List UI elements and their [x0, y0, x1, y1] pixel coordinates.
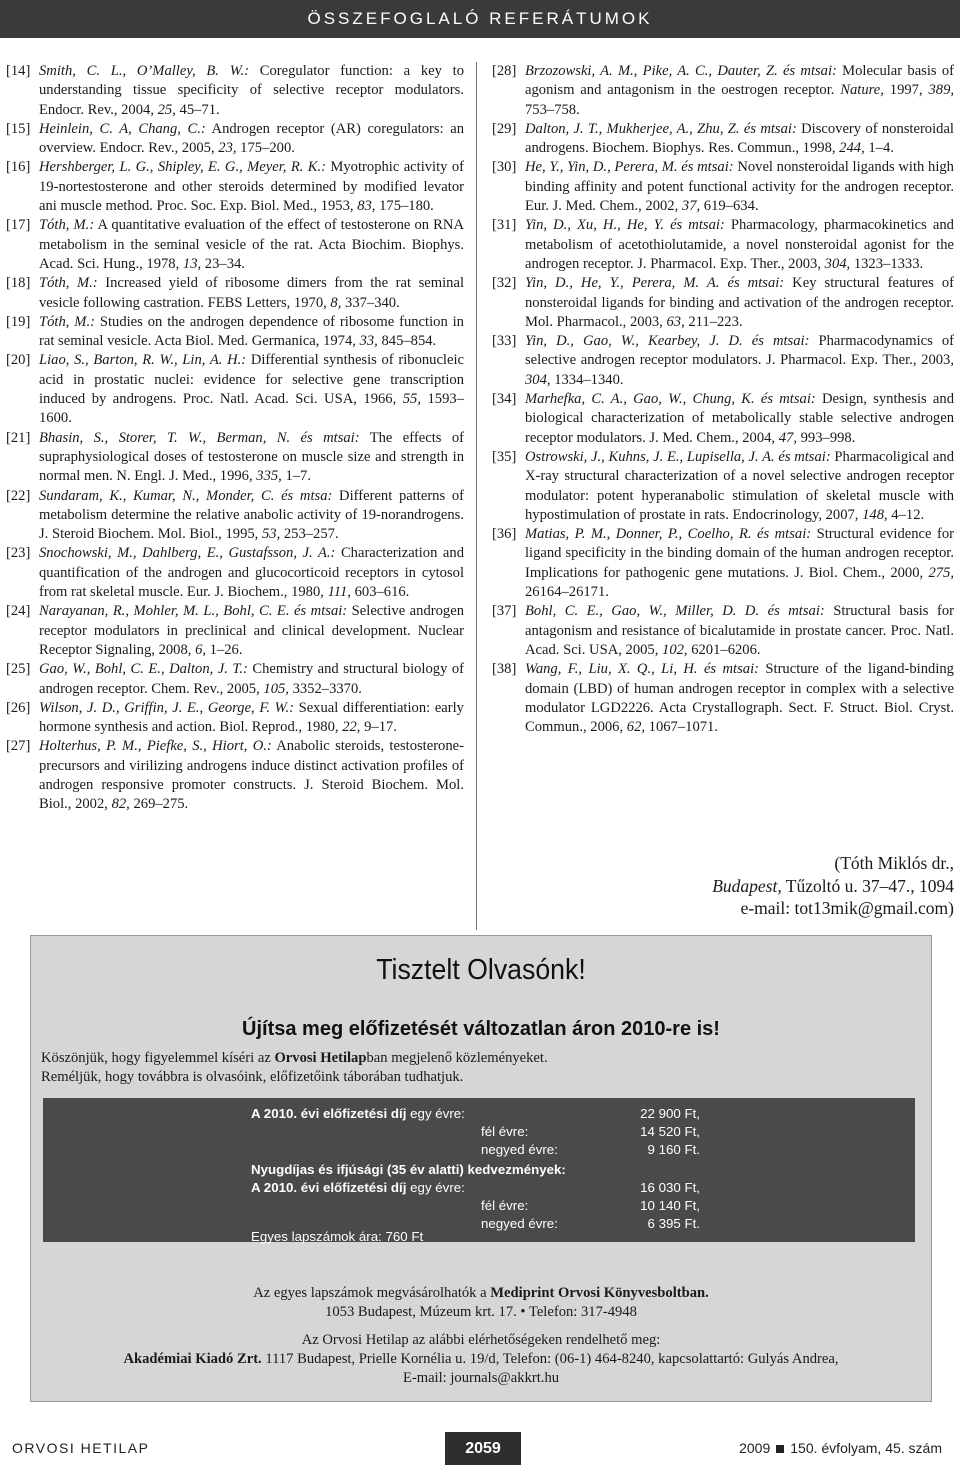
intro-line-2: Reméljük, hogy továbbra is olvasóink, előfizetőink táborában tudhatjuk. [41, 1069, 464, 1085]
reference-number: [28] [492, 63, 517, 79]
reference-authors: Holterhus, P. M., Piefke, S., Hiort, O.: [39, 738, 272, 755]
reference-item: [17] Tóth, M.: A quantitative evaluation of the effect of testosterone on RNA metabolism in the seminal vesicle of the rat. Acta Biochim. Biophys. Acad. Sci. Hung., 1978, 13, 23–34. [6, 217, 464, 272]
publisher-address: 1117 Budapest, Prielle Kornélia u. 19/d, Telefon: (06-1) 464-8240, kapcsolattartó: Gulyás Andrea, [261, 1350, 839, 1367]
price-row-4-label: A 2010. évi előfizetési díj egy évre: [251, 1180, 465, 1195]
reference-authors: Narayanan, R., Mohler, M. L., Bohl, C. E. és mtsai: [39, 603, 348, 620]
reference-item: [29] Dalton, J. T., Mukherjee, A., Zhu, Z. és mtsai: Discovery of nonsteroidal androgens. Biochem. Biophys. Res. Commun., 1998, 244, 1–4. [492, 120, 954, 157]
reference-authors: Marhefka, C. A., Gao, W., Chung, K. és mtsai: [525, 391, 816, 408]
column-divider [476, 62, 477, 930]
author-name: (Tóth Miklós dr., [834, 853, 954, 873]
reference-authors: Tóth, M.: [39, 275, 98, 292]
notice-intro [41, 1049, 921, 1087]
reference-authors: Snochowski, M., Dahlberg, E., Gustafsson, J. A.: [39, 545, 336, 562]
price-row-2-label: fél évre: [481, 1124, 529, 1139]
reference-number: [26] [6, 699, 31, 716]
reference-authors: Wilson, J. D., Griffin, J. E., George, F. W.: [39, 699, 294, 716]
reference-volume: 62, [626, 719, 646, 736]
author-address-line [712, 875, 954, 898]
reference-item: [28] Brzozowski, A. M., Pike, A. C., Dauter, Z. és mtsai: Molecular basis of agonism and antagonism in the oestrogen receptor. Nature, 1997, 389, 753–758. [492, 63, 955, 118]
reference-item: [23] Snochowski, M., Dahlberg, E., Gustafsson, J. A.: Characterization and quantification of the androgen and glucocorticoid receptors in cytosol from rat skeletal muscle. Eur. J. Biochem., 1980, 111, 603–616. [6, 545, 464, 601]
reference-number: [35] [492, 448, 517, 465]
reference-volume: 111, [327, 584, 351, 601]
intro-brand: Orvosi Hetilap [274, 1050, 367, 1066]
reference-number: [24] [6, 603, 31, 620]
reference-volume: 25, [157, 101, 176, 118]
reference-number: [21] [6, 429, 31, 446]
reference-authors: Ostrowski, J., Kuhns, J. E., Lupisella, J. A. és mtsai: [525, 448, 831, 465]
reference-number: [32] [492, 275, 517, 292]
reference-number: [23] [6, 545, 31, 562]
reference-item: [35] Ostrowski, J., Kuhns, J. E., Lupisella, J. A. és mtsai: Pharmacoligical and X-ray structural characterization of a novel selective androgen receptor modulator: potent hyperanabolic stimulation of skeletal muscle with hypostimulation of prostate in rats. Endocrinology, 2007, 148, 4–12. [492, 448, 954, 523]
price-row-6-label: negyed évre: [481, 1216, 558, 1231]
publisher-email[interactable]: E-mail: journals@akkrt.hu [402, 1370, 560, 1387]
reference-item: [33] Yin, D., Gao, W., Kearbey, J. D. és mtsai: Pharmacodynamics of selective androgen receptor modulators. J. Pharmacol. Exp. Ther., 2003, 304, 1334–1340. [492, 333, 954, 388]
page-number: 2059 [445, 1432, 521, 1465]
intro-text-2: ban megjelenő közleményeket. [366, 1050, 548, 1066]
reference-volume: 37, [681, 198, 701, 215]
reference-authors: Yin, D., He, Y., Perera, M. A. és mtsai: [525, 275, 785, 292]
reference-item: [38] Wang, F., Liu, X. Q., Li, H. és mtsai: Structure of the ligand-binding domain (LBD) of human androgen receptor in complex with a selective modulator LGD2226. Acta Crystallograph. Sect. F. Struct. Biol. Cryst. Commun., 2006, 62, 1067–1071. [492, 661, 954, 736]
reference-volume: 55, [402, 391, 421, 408]
reference-item: [27] Holterhus, P. M., Piefke, S., Hiort, O.: Anabolic steroids, testosterone-precursors and virilizing androgens induce distinct activation profiles of androgen responsive promoter constructs. J. Steroid Biochem. Mol. Biol., 2002, 82, 269–275. [6, 738, 464, 813]
reference-number: [19] [6, 313, 31, 330]
reference-number: [25] [6, 661, 31, 678]
bookshop-address: 1053 Budapest, Múzeum krt. 17. • Telefon: 317-4948 [325, 1304, 637, 1321]
reference-item: [26] Wilson, J. D., Griffin, J. E., George, F. W.: Sexual differentiation: early hormone synthesis and action. Biol. Reprod., 1980, 22, 9–17. [6, 699, 464, 736]
reference-number: [17] [6, 217, 31, 234]
reference-item: [15] Heinlein, C. A, Chang, C.: Androgen receptor (AR) coregulators: an overview. Endocr. Rev., 2005, 23, 175–200. [6, 120, 464, 157]
reference-authors: Matias, P. M., Donner, P., Coelho, R. és mtsai: [525, 526, 812, 543]
references-right-column [492, 62, 954, 737]
reference-item: [36] Matias, P. M., Donner, P., Coelho, R. és mtsai: Structural evidence for ligand specificity in the binding domain of the human androgen receptor. Implications for pathogenic gene mutations. J. Biol. Chem., 2000, 275, 26164–26171. [492, 526, 954, 601]
reference-volume: 148, [862, 506, 888, 523]
reference-authors: Gao, W., Bohl, C. E., Dalton, J. T.: [39, 661, 248, 678]
price-row-2-value: 14 520 Ft, [640, 1124, 700, 1139]
reference-volume: 6, [195, 641, 207, 658]
order-info: Az Orvosi Hetilap az alábbi elérhetőségeken rendelhető meg: [301, 1331, 661, 1348]
reference-volume: 304, [525, 371, 551, 388]
reference-volume: 244, [839, 140, 865, 157]
reference-item: [32] Yin, D., He, Y., Perera, M. A. és mtsai: Key structural features of nonsteroidal ligands for binding and activation of the androgen receptor. Mol. Pharmacol., 2003, 63, 211–223. [492, 275, 955, 330]
section-title: ÖSSZEFOGLALÓ REFERÁTUMOK [307, 9, 653, 28]
reference-authors: Sundaram, K., Kumar, N., Monder, C. és mtsa: [39, 487, 333, 504]
price-row-1-label: A 2010. évi előfizetési díj egy évre: [251, 1106, 465, 1121]
reference-number: [31] [492, 217, 517, 234]
price-row-4-value: 16 030 Ft, [640, 1180, 700, 1195]
reference-authors: Brzozowski, A. M., Pike, A. C., Dauter, Z. és mtsai: [525, 63, 837, 79]
reference-volume: 22, [342, 719, 361, 736]
reference-volume: 47, [778, 429, 797, 446]
reference-item: [20] Liao, S., Barton, R. W., Lin, A. H.: Differential synthesis of ribonucleic acid in prostatic nuclei: evidence for selective gene transcription induced by androgens. Proc. Natl. Acad. Sci. USA, 1966, 55, 1593–1600. [6, 352, 464, 427]
reference-volume: 82, [111, 796, 130, 813]
price-row-6-value: 6 395 Ft. [647, 1216, 700, 1231]
square-bullet-icon [776, 1445, 784, 1453]
reference-authors: Wang, F., Liu, X. Q., Li, H. és mtsai: [525, 661, 759, 678]
discount-heading: Nyugdíjas és ifjúsági (35 év alatti) kedvezmények: [251, 1162, 566, 1177]
reference-item: [14] Smith, C. L., O’Malley, B. W.: Coregulator function: a key to understanding tissue specificity of selective receptor modulators. Endocr. Rev., 2004, 25, 45–71. [6, 63, 464, 118]
bookshop-name: Mediprint Orvosi Könyvesboltban. [490, 1285, 709, 1301]
reference-authors: Bhasin, S., Storer, T. W., Berman, N. és mtsai: [39, 429, 360, 446]
reference-volume: 63, [666, 313, 685, 330]
price-row-3-label: negyed évre: [481, 1142, 558, 1157]
reference-authors: Yin, D., Gao, W., Kearbey, J. D. és mtsai: [525, 333, 810, 350]
reference-item: [21] Bhasin, S., Storer, T. W., Berman, N. és mtsai: The effects of supraphysiological doses of testosterone on muscle size and strength in normal men. N. Engl. J. Med., 1996, 335, 1–7. [6, 429, 464, 485]
reference-number: [36] [492, 526, 517, 543]
references-left-column [6, 62, 464, 815]
reference-number: [37] [492, 603, 517, 620]
reference-item: [37] Bohl, C. E., Gao, W., Miller, D. D. és mtsai: Structural basis for antagonism and resistance of bicalutamide in prostate cancer. Proc. Natl. Acad. Sci. USA, 2005, 102, 6201–6206. [492, 603, 955, 658]
author-street: Tűzoltó u. 37–47., 1094 [781, 875, 954, 896]
page-footer [0, 1432, 960, 1465]
reference-number: [38] [492, 661, 517, 678]
reference-authors: Yin, D., Xu, H., He, Y. és mtsai: [525, 217, 725, 234]
reference-item: [34] Marhefka, C. A., Gao, W., Chung, K. és mtsai: Design, synthesis and biological characterization of metabolically stable selective androgen receptor modulators. J. Med. Chem., 2004, 47, 993–998. [492, 391, 954, 446]
notice-subtitle: Újítsa meg előfizetését változatlan áron 2010-re is! [242, 1018, 720, 1040]
reference-authors: He, Y., Yin, D., Perera, M. és mtsai: [525, 159, 734, 176]
reference-authors: Tóth, M.: [39, 217, 95, 234]
publisher-name: Akadémiai Kiadó Zrt. [123, 1350, 262, 1367]
reference-number: [16] [6, 159, 31, 176]
reference-number: [14] [6, 63, 31, 79]
reference-number: [33] [492, 333, 517, 350]
reference-volume: 13, [182, 255, 202, 272]
reference-authors: Heinlein, C. A, Chang, C.: [39, 120, 206, 137]
reference-number: [29] [492, 120, 517, 137]
author-city: Budapest, [712, 875, 782, 896]
reference-item: [25] Gao, W., Bohl, C. E., Dalton, J. T.: Chemistry and structural biology of androgen receptor. Chem. Rev., 2005, 105, 3352–3370. [6, 661, 465, 697]
reference-authors: Smith, C. L., O’Malley, B. W.: [39, 63, 250, 79]
notice-footer: Az egyes lapszámok megvásárolhatók a Mediprint Orvosi Könyvesboltban. 1053 Budapest, Múzeum krt. 17. • Telefon: 317-4948 Az Orvosi Hetilap az alábbi elérhetőségeken rendelhető meg: Akadémiai Kiadó Zrt. 1117 Budapest, Prielle Kornélia u. 19/d, Telefon: (06-1) 464-8240, kapcsolattartó: Gulyás Andrea, E-mail: journals@akkrt.hu [31, 1284, 931, 1388]
reference-item: [30] He, Y., Yin, D., Perera, M. és mtsai: Novel nonsteroidal ligands with high binding affinity and potent functional activity for the androgen receptor. Eur. J. Med. Chem., 2002, 37, 619–634. [492, 159, 954, 215]
reference-authors: Bohl, C. E., Gao, W., Miller, D. D. és mtsai: [525, 603, 825, 620]
reference-number: [30] [492, 159, 517, 176]
price-panel [43, 1098, 915, 1242]
subscription-notice-box [30, 935, 932, 1402]
reference-volume: 53, [261, 526, 281, 543]
single-issue-price: Egyes lapszámok ára: 760 Ft [251, 1229, 424, 1244]
reference-number: [34] [492, 391, 517, 408]
reference-volume: 33, [359, 333, 378, 350]
reference-item: [31] Yin, D., Xu, H., He, Y. és mtsai: Pharmacology, pharmacokinetics and metabolism of acetothiolutamide, a novel nonsteroidal agonist for the androgen receptor. J. Pharmacol. Exp. Ther., 2003, 304, 1323–1333. [492, 217, 954, 272]
reference-volume: 389, [928, 82, 955, 99]
reference-item: [22] Sundaram, K., Kumar, N., Monder, C. és mtsa: Different patterns of metabolism determine the relative anabolic activity of 19-norandrogens. J. Steroid Biochem. Mol. Biol., 1995, 53, 253–257. [6, 487, 465, 543]
intro-text-1: Köszönjük, hogy figyelemmel kíséri az [41, 1050, 275, 1066]
section-header-bar [0, 0, 960, 38]
reference-volume: 102, [662, 641, 688, 658]
reference-number: [22] [6, 487, 31, 504]
price-row-3-value: 9 160 Ft. [647, 1142, 700, 1157]
reference-item: [18] Tóth, M.: Increased yield of ribosome dimers from the rat seminal vesicle following castration. FEBS Letters, 1970, 8, 337–340. [6, 275, 464, 311]
reference-authors: Tóth, M.: [39, 313, 95, 330]
reference-authors: Hershberger, L. G., Shipley, E. G., Meyer, R. K.: [39, 159, 327, 176]
price-row-5-value: 10 140 Ft, [640, 1198, 700, 1213]
reference-volume: 83, [357, 198, 376, 215]
reference-authors: Liao, S., Barton, R. W., Lin, A. H.: [39, 352, 247, 369]
reference-item: [24] Narayanan, R., Mohler, M. L., Bohl, C. E. és mtsai: Selective androgen receptor modulators in preclinical and clinical development. Nuclear Receptor Signaling, 2008, 6, 1–26. [6, 603, 464, 658]
reference-number: [20] [6, 352, 31, 369]
reference-item: [16] Hershberger, L. G., Shipley, E. G., Meyer, R. K.: Myotrophic activity of 19-nortestosterone and other steroids determined by modified levator ani muscle method. Proc. Soc. Exp. Biol. Med., 1953, 83, 175–180. [6, 159, 465, 215]
reference-number: [18] [6, 275, 31, 292]
price-row-5-label: fél évre: [481, 1198, 529, 1213]
reference-volume: 275, [928, 564, 954, 581]
reference-volume: 335, [256, 468, 282, 485]
notice-title: Tisztelt Olvasónk! [376, 954, 586, 986]
reference-number: [15] [6, 120, 31, 137]
reference-authors: Dalton, J. T., Mukherjee, A., Zhu, Z. és mtsai: [525, 120, 797, 137]
reference-volume: 304, [824, 255, 851, 272]
reference-volume: 8, [330, 294, 342, 311]
issue-info: 2009 150. évfolyam, 45. szám [739, 1440, 942, 1456]
reference-item: [19] Tóth, M.: Studies on the androgen dependence of ribosome function in rat seminal vesicle. Acta Biol. Med. Germanica, 1974, 33, 845–854. [6, 313, 464, 350]
author-email: e-mail: tot13mik@gmail.com) [740, 898, 954, 918]
journal-name: ORVOSI HETILAP [12, 1440, 150, 1456]
reference-volume: 23, [218, 140, 237, 157]
reference-number: [27] [6, 738, 31, 755]
author-address [712, 852, 954, 920]
reference-volume: 105, [263, 680, 289, 697]
price-row-1-value: 22 900 Ft, [640, 1106, 700, 1121]
